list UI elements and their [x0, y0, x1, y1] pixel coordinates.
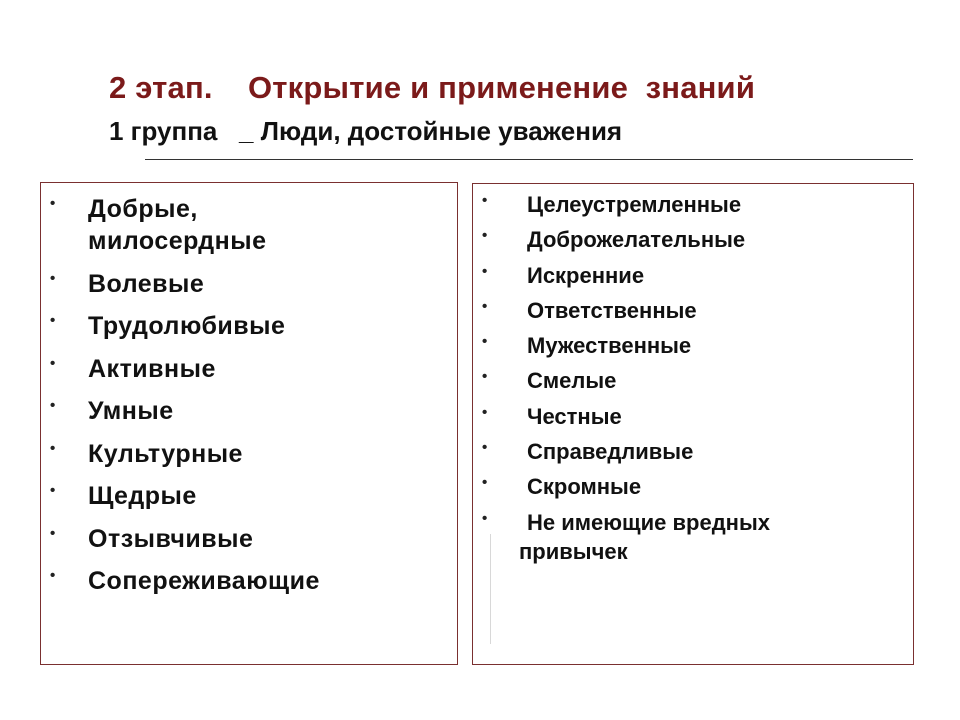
list-item [41, 310, 457, 342]
list-item-label: Культурные [88, 439, 243, 468]
list-item-label: Щедрые [88, 482, 197, 510]
list-item-label: Мужественные [527, 333, 692, 359]
bullet-icon: • [482, 333, 488, 351]
bullet-icon: • [50, 195, 56, 212]
bullet-icon: • [50, 567, 56, 584]
left-bullet-list [41, 193, 457, 608]
bullet-icon: • [482, 509, 488, 527]
bullet-icon: • [50, 397, 56, 414]
list-item [41, 438, 457, 470]
list-item [41, 353, 457, 385]
list-item [473, 296, 913, 325]
bullet-icon: • [50, 482, 56, 499]
list-item [473, 437, 913, 466]
list-item-label: Сопереживающие [88, 567, 320, 595]
divider-line [145, 159, 913, 160]
list-item-label-continued: милосердные [88, 227, 267, 255]
list-item [473, 402, 913, 431]
list-item-label: Искренние [527, 262, 645, 288]
list-item [41, 565, 457, 597]
bullet-icon: • [50, 354, 56, 372]
list-item [473, 331, 913, 360]
bullet-icon: • [482, 192, 488, 209]
bullet-icon: • [50, 269, 56, 287]
list-item [473, 225, 913, 254]
list-item [473, 508, 913, 566]
list-item-label: Справедливые [527, 439, 694, 465]
right-list-panel [472, 183, 914, 665]
bullet-icon: • [482, 297, 488, 315]
page-subtitle: 1 группа _ Люди, достойные уважения [109, 116, 623, 146]
list-item [473, 472, 913, 501]
left-list-panel [40, 182, 458, 665]
list-item [41, 480, 457, 512]
list-item-label: Отзывчивые [88, 524, 254, 553]
list-item-label: Скромные [527, 474, 642, 500]
page-title: 2 этап. Открытие и применение знаний [109, 70, 756, 105]
list-item-label: Трудолюбивые [88, 312, 286, 340]
bullet-icon: • [50, 524, 56, 542]
list-item [473, 261, 913, 290]
list-item-label: Добрые, [88, 195, 198, 223]
list-item-label: Ответственные [527, 297, 697, 323]
list-item-label-continued: привычек [519, 538, 628, 564]
list-item [41, 193, 457, 257]
list-item [41, 395, 457, 427]
list-item-label: Активные [88, 354, 216, 383]
bullet-icon: • [482, 368, 488, 386]
bullet-icon: • [482, 439, 488, 457]
list-item [41, 523, 457, 555]
bullet-icon: • [482, 262, 488, 280]
list-item [473, 190, 913, 219]
list-item-label: Доброжелательные [527, 227, 746, 253]
bullet-icon: • [482, 474, 488, 492]
right-bullet-list [473, 190, 913, 572]
list-item-label: Целеустремленные [527, 192, 742, 217]
list-item-label: Смелые [527, 368, 617, 394]
bullet-icon: • [482, 227, 488, 245]
bullet-icon: • [482, 403, 488, 421]
bullet-icon: • [50, 439, 56, 457]
list-item-label: Волевые [88, 269, 205, 298]
list-item [473, 366, 913, 395]
list-item [41, 268, 457, 300]
list-item-label: Честные [527, 403, 622, 429]
bullet-icon: • [50, 312, 56, 329]
list-item-label: Не имеющие вредных [527, 509, 770, 535]
list-item-label: Умные [88, 397, 174, 425]
